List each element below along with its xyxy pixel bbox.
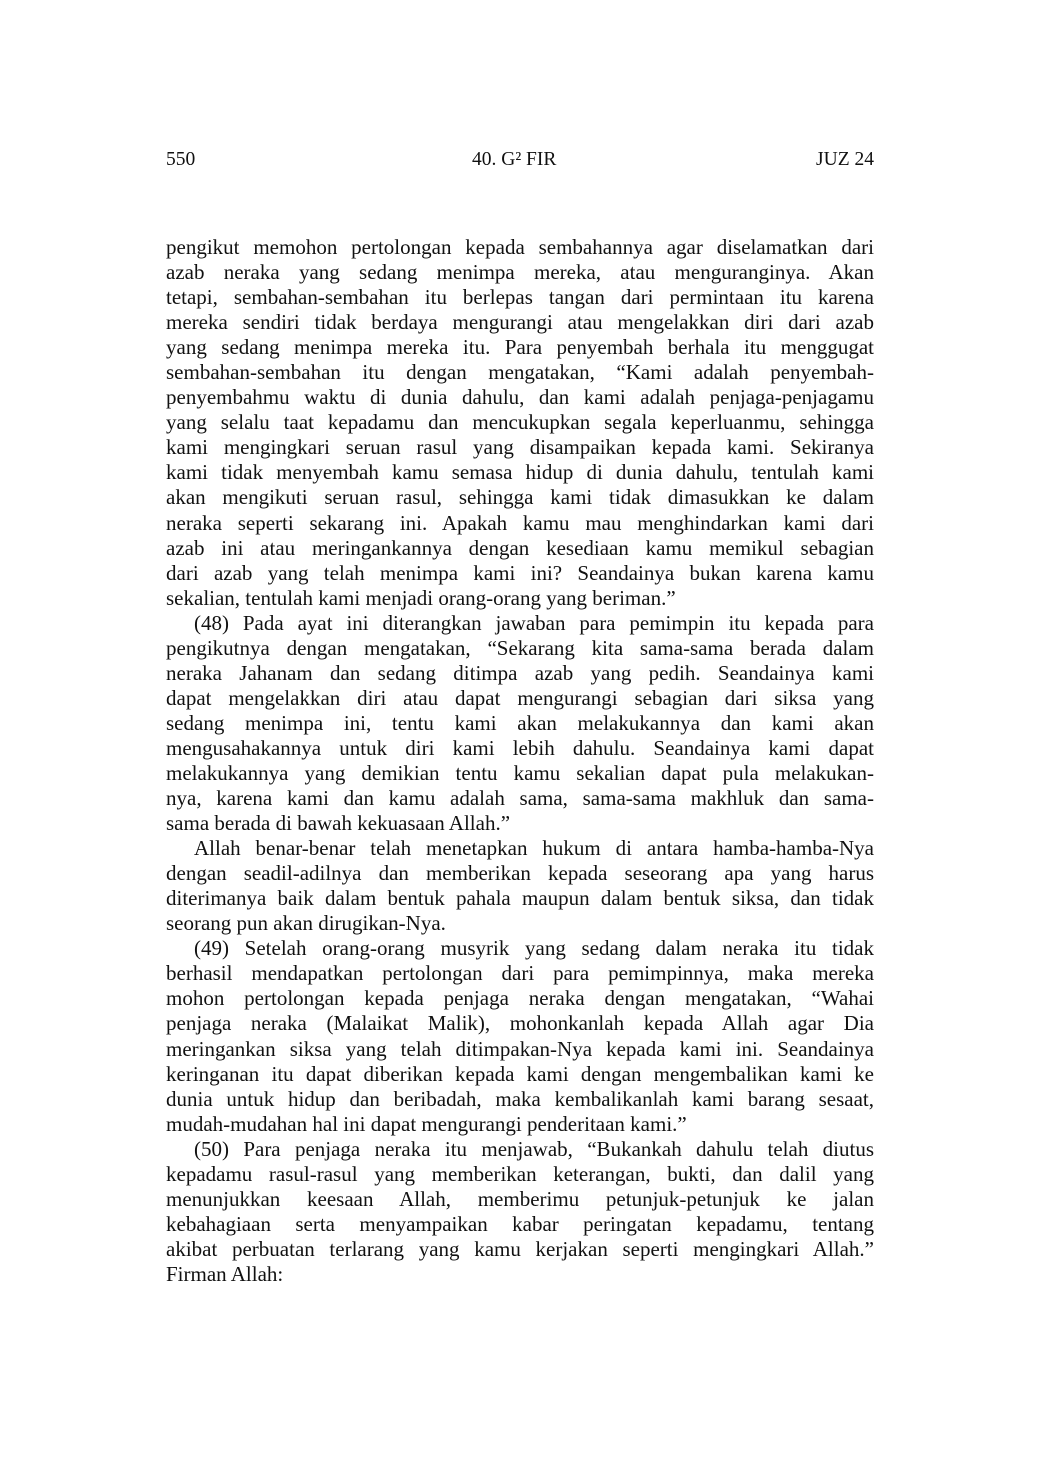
text-line: mereka sendiri tidak berdaya mengurangi atau mengelakkan diri dari azab [166, 310, 874, 335]
text-line: diterimanya baik dalam bentuk pahala maupun dalam bentuk siksa, dan tidak [166, 886, 874, 911]
text-line: seorang pun akan dirugikan-Nya. [166, 911, 446, 936]
text-line: (48) Pada ayat ini diterangkan jawaban para pemimpin itu kepada para [194, 610, 874, 635]
text-line: nya, karena kami dan kamu adalah sama, sama-sama makhluk dan sama- [166, 786, 874, 811]
paragraph [166, 611, 874, 836]
paragraph [166, 1137, 874, 1287]
text-line: menunjukkan keesaan Allah, memberimu petunjuk-petunjuk ke jalan [166, 1186, 874, 1211]
text-line: yang sedang menimpa mereka itu. Para penyembah berhala itu menggugat [166, 335, 874, 360]
text-line: (50) Para penjaga neraka itu menjawab, “Bukankah dahulu telah diutus [194, 1136, 874, 1161]
text-line: pengikut memohon pertolongan kepada sembahannya agar diselamatkan dari [166, 235, 874, 259]
text-line: penjaga neraka (Malaikat Malik), mohonkanlah kepada Allah agar Dia [166, 1011, 874, 1036]
text-line: (49) Setelah orang-orang musyrik yang sedang dalam neraka itu tidak [194, 936, 874, 961]
text-line: neraka seperti sekarang ini. Apakah kamu mau menghindarkan kami dari [166, 510, 874, 535]
text-line: yang selalu taat kepadamu dan mencukupkan segala keperluanmu, sehingga [166, 410, 874, 435]
text-line: akibat perbuatan terlarang yang kamu kerjakan seperti mengingkari Allah.” [166, 1236, 874, 1261]
paragraph [166, 235, 874, 611]
text-line: mohon pertolongan kepada penjaga neraka dengan mengatakan, “Wahai [166, 986, 874, 1011]
text-line: azab ini atau meringankannya dengan kesediaan kamu memikul sebagian [166, 535, 874, 560]
text-line: meringankan siksa yang telah ditimpakan-Nya kepada kami ini. Seandainya [166, 1036, 874, 1061]
text-line: keringanan itu dapat diberikan kepada kami dengan mengembalikan kami ke [166, 1061, 874, 1086]
running-header [166, 147, 874, 173]
paragraph [166, 936, 874, 1136]
text-line: kami mengingkari seruan rasul yang disampaikan kepada kami. Sekiranya [166, 435, 874, 460]
text-line: melakukannya yang demikian tentu kamu sekalian dapat pula melakukan- [166, 760, 874, 785]
text-line: sembahan-sembahan itu dengan mengatakan, “Kami adalah penyembah- [166, 360, 874, 385]
text-line: dunia untuk hidup dan beribadah, maka kembalikanlah kami barang sesaat, [166, 1086, 874, 1111]
text-line: pengikutnya dengan mengatakan, “Sekarang kita sama-sama berada dalam [166, 635, 874, 660]
juz-label: JUZ 24 [816, 149, 874, 170]
text-line: kebahagiaan serta menyampaikan kabar peringatan kepadamu, tentang [166, 1211, 874, 1236]
paragraph [166, 836, 874, 936]
text-line: dari azab yang telah menimpa kami ini? Seandainya bukan karena kamu [166, 560, 874, 585]
text-line: kami tidak menyembah kamu semasa hidup di dunia dahulu, tentulah kami [166, 460, 874, 485]
text-line: sama berada di bawah kekuasaan Allah.” [166, 811, 511, 836]
text-line: berhasil mendapatkan pertolongan dari para pemimpinnya, maka mereka [166, 961, 874, 986]
surah-title: 40. G² FIR [472, 149, 557, 170]
text-line: neraka Jahanam dan sedang ditimpa azab yang pedih. Seandainya kami [166, 660, 874, 685]
page-number: 550 [166, 149, 196, 170]
body-text [166, 235, 874, 1287]
text-line: Allah benar-benar telah menetapkan hukum di antara hamba-hamba-Nya [194, 836, 874, 861]
text-line: dapat mengelakkan diri atau dapat mengurangi sebagian dari siksa yang [166, 685, 874, 710]
text-line: tetapi, sembahan-sembahan itu berlepas tangan dari permintaan itu karena [166, 285, 874, 310]
text-line: sedang menimpa ini, tentu kami akan melakukannya dan kami akan [166, 710, 874, 735]
text-line: azab neraka yang sedang menimpa mereka, atau menguranginya. Akan [166, 260, 874, 285]
text-line: mengusahakannya untuk diri kami lebih dahulu. Seandainya kami dapat [166, 735, 874, 760]
text-line: kepadamu rasul-rasul yang memberikan keterangan, bukti, dan dalil yang [166, 1161, 874, 1186]
text-line: Firman Allah: [166, 1261, 284, 1286]
text-line: akan mengikuti seruan rasul, sehingga kami tidak dimasukkan ke dalam [166, 485, 874, 510]
text-line: penyembahmu waktu di dunia dahulu, dan kami adalah penjaga-penjagamu [166, 385, 874, 410]
text-line: mudah-mudahan hal ini dapat mengurangi penderitaan kami.” [166, 1111, 687, 1136]
text-line: sekalian, tentulah kami menjadi orang-orang yang beriman.” [166, 585, 676, 610]
text-line: dengan seadil-adilnya dan memberikan kepada seseorang apa yang harus [166, 861, 874, 886]
